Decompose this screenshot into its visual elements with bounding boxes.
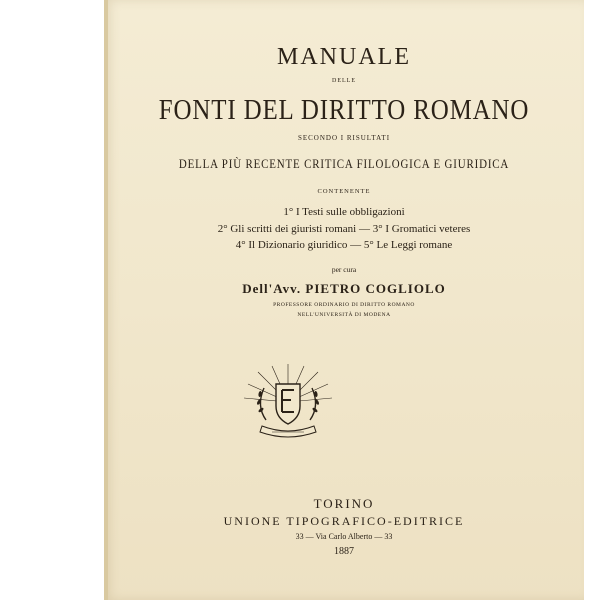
author-name: Dell'Avv. PIETRO COGLIOLO bbox=[242, 281, 446, 296]
subtitle-secondo: SECONDO I RISULTATI bbox=[297, 134, 391, 142]
per-cura-label: per cura bbox=[331, 265, 357, 274]
main-title: FONTI DEL DIRITTO ROMANO bbox=[158, 94, 530, 126]
imprint-publisher: UNIONE TIPOGRAFICO-EDITRICE bbox=[223, 514, 465, 528]
contents-item-1: 1° I Testi sulle obbligazioni bbox=[283, 206, 405, 218]
contents-item-2: 2° Gli scritti dei giuristi romani — 3° I Gromatici veteres bbox=[217, 223, 471, 235]
title-delle: DELLE bbox=[332, 78, 356, 84]
imprint-city: TORINO bbox=[313, 496, 375, 511]
imprint-year: 1887 bbox=[334, 546, 354, 557]
imprint-address: 33 — Via Carlo Alberto — 33 bbox=[295, 532, 393, 541]
author-title: PROFESSORE ORDINARIO DI DIRITTO ROMANO bbox=[273, 302, 415, 308]
contents-label: CONTENENTE bbox=[317, 188, 371, 195]
subtitle-critica: DELLA PIÙ RECENTE CRITICA FILOLOGICA E GIURIDICA bbox=[178, 156, 510, 171]
book-title-page bbox=[104, 0, 584, 600]
author-university: NELL'UNIVERSITÀ DI MODENA bbox=[297, 312, 391, 318]
publisher-emblem-icon bbox=[238, 362, 338, 442]
contents-item-3: 4° Il Dizionario giuridico — 5° Le Leggi romane bbox=[235, 239, 453, 251]
page-edge bbox=[104, 0, 108, 600]
title-manuale: MANUALE bbox=[277, 44, 411, 70]
